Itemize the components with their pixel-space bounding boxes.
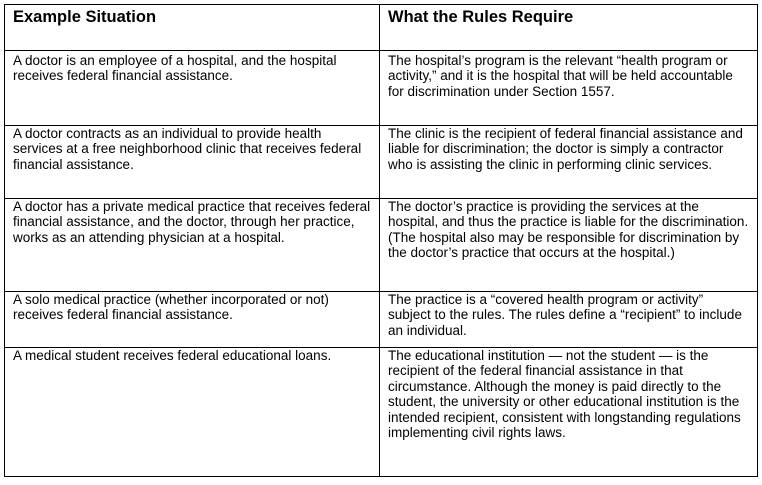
situation-cell: A doctor is an employee of a hospital, and the hospital receives federal financial assistance. <box>5 51 380 126</box>
requirement-cell: The clinic is the recipient of federal financial assistance and liable for discrimination; the doctor is simply a contractor who is assisting the clinic in performing clinic services. <box>380 126 758 199</box>
situation-cell: A solo medical practice (whether incorporated or not) receives federal financial assistance. <box>5 292 380 348</box>
requirement-cell: The practice is a “covered health program or activity” subject to the rules. The rules define a “recipient” to include an individual. <box>380 292 758 348</box>
rules-table <box>4 4 758 477</box>
requirement-cell: The doctor’s practice is providing the services at the hospital, and thus the practice is liable for the discrimination. (The hospital also may be responsible for discrimination by the doctor’s practice that occurs at the hospital.) <box>380 199 758 292</box>
table-row <box>5 199 758 292</box>
table-row <box>5 51 758 126</box>
situation-cell: A doctor contracts as an individual to provide health services at a free neighborhood clinic that receives federal financial assistance. <box>5 126 380 199</box>
column-header-situation: Example Situation <box>5 5 380 51</box>
column-header-requirement: What the Rules Require <box>380 5 758 51</box>
requirement-cell: The hospital’s program is the relevant “health program or activity,” and it is the hospital that will be held accountable for discrimination under Section 1557. <box>380 51 758 126</box>
requirement-cell: The educational institution — not the student — is the recipient of the federal financial assistance in that circumstance. Although the money is paid directly to the student, the university or other educational institution is the intended recipient, consistent with longstanding regulations implementing civil rights laws. <box>380 348 758 477</box>
situation-cell: A doctor has a private medical practice that receives federal financial assistance, and the doctor, through her practice, works as an attending physician at a hospital. <box>5 199 380 292</box>
situation-cell: A medical student receives federal educational loans. <box>5 348 380 477</box>
table-row <box>5 126 758 199</box>
header-row <box>5 5 758 51</box>
table-row <box>5 292 758 348</box>
table-row <box>5 348 758 477</box>
